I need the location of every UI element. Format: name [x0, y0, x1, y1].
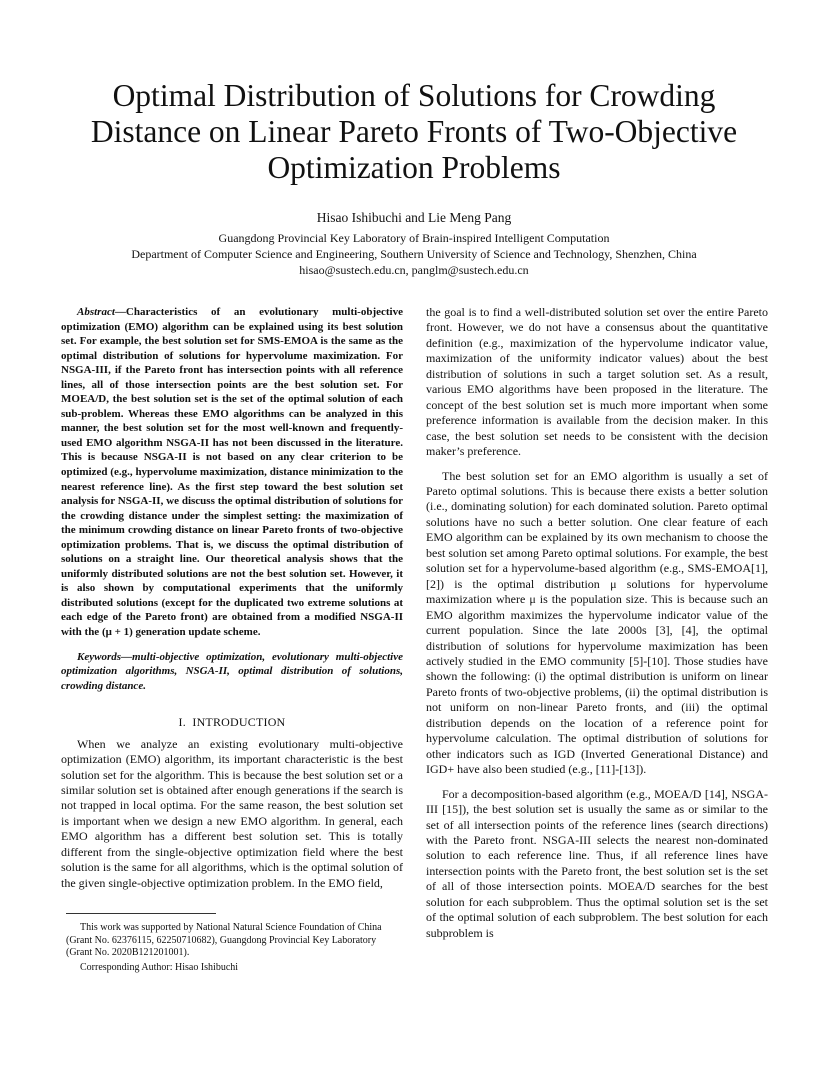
left-column: [61, 305, 403, 891]
keywords: Keywords—multi-objective optimization, evolutionary multi-objective optimization algorithms, NSGA-II, optimal distribution of solutions, crowding distance.: [61, 650, 403, 692]
section-heading-introduction: [61, 715, 403, 730]
intro-paragraph-2: The best solution set for an EMO algorithm is usually a set of Pareto optimal solutions. This is because there exists a better solution (i.e., dominating solution) for each dominated solution. Pareto optimal solutions have no such a better solution. One clear feature of each EMO algorithm can be explained by its own mechanism to choose the best solution set among Pareto optimal solutions. For example, the best solution set for a hypervolume-based algorithm (e.g., SMS-EMOA[1], [2]) is the optimal distribution μ solutions for hypervolume maximization where μ is the population size. This is because such an EMO algorithm maximizes the hypervolume indicator value of the current population. Since the late 2000s [3], [4], the optimal distribution of solutions for hypervolume maximization has been actively studied in the EMO community [5]-[10]. Those studies have shown the following: (i) the optimal distribution is uniform on linear Pareto fronts of two-objective problems, (ii) the optimal distribution is not uniform on non-linear Pareto fronts, and (iii) the optimal distribution depends on the location of a reference point for hypervolume calculation. The optimal distribution of solutions for other indicators such as IGD (Inverted Generational Distance) and IGD+ have also been studied (e.g., [11]-[13]).: [426, 468, 768, 777]
intro-paragraph-1: When we analyze an existing evolutionary multi-objective optimization (EMO) algorithm, its important characteristic is the best solution set for the algorithm. This is because the best solution set or a similar solution set is obtained after enough generations if the search is not trapped in local optima. For the same reason, the best solution set is important when we design a new EMO algorithm. In general, each EMO algorithm has a different best solution set. This is totally different from the single-objective optimization field where the best solution is the same for all algorithms, which is the optimal solution of the given single-objective optimization problem. In the EMO field,: [61, 736, 403, 890]
paper-title: Optimal Distribution of Solutions for Crowding Distance on Linear Pareto Fronts of Two-Objective Optimization Problems: [90, 78, 738, 185]
section-number: I.: [178, 715, 186, 730]
footnotes: [66, 922, 396, 976]
author-list: Hisao Ishibuchi and Lie Meng Pang: [316, 210, 512, 225]
footnote-funding: This work was supported by National Natural Science Foundation of China (Grant No. 62376115, 62250710682), Guangdong Provincial Key Laboratory (Grant No. 2020B121201001).: [66, 922, 382, 959]
section-title-initial: I: [192, 715, 197, 730]
section-title-rest: NTRODUCTION: [196, 715, 286, 730]
author-emails: hisao@sustech.edu.cn, panglm@sustech.edu.cn: [299, 263, 529, 277]
abstract: [61, 305, 403, 640]
affiliation-lab: Guangdong Provincial Key Laboratory of Brain-inspired Intelligent Computation: [218, 231, 610, 245]
footnote-divider: [66, 913, 216, 914]
intro-paragraph-continued: the goal is to find a well-distributed solution set over the entire Pareto front. However, we do not have a consensus about the quantitative definition (e.g., maximization of the hypervolume indicator value, maximization of the uniformity indicator values) about the best distribution of solutions in such a target solution set. As a result, various EMO algorithms have been proposed in the literature. The concept of the best solution set is much more important when some preference information is available from the decision maker. In this case, the best solution set needs to be consistent with the decision maker’s preference.: [426, 305, 768, 459]
abstract-text: —Characteristics of an evolutionary multi-objective optimization (EMO) algorithm can be explained using its best solution set. For example, the best solution set for SMS-EMOA is the same as the optimal distribution of solutions for hypervolume maximization. For NSGA-III, if the Pareto front has intersection points with all reference lines, all of those intersection points are the best solution set. For MOEA/D, the best solution set is the set of the optimal solution of each sub-problem. Whereas these EMO algorithms can be analyzed in this manner, the best solution set for the most well-known and frequently-used EMO algorithm NSGA-II has not been discussed in the literature. This is because NSGA-II is not based on any clear criterion to be optimized (e.g., hypervolume maximization, distance minimization to the nearest reference line). As the first step toward the best solution set analysis for NSGA-II, we discuss the optimal distribution of solutions for the crowding distance under the simplest setting: the maximization of the minimum crowding distance on linear Pareto fronts of two-objective optimization problems. That is, we discuss the optimal distribution of solutions on a straight line. Our theoretical analysis shows that the uniformly distributed solutions are not the best solution set. However, it is also shown by computational experiments that the uniformly distributed solutions (except for the duplicated two extreme solutions at each edge of the Pareto front) are obtained from a modified NSGA-II with the (μ + 1) generation update scheme.: [61, 306, 403, 639]
right-column: [426, 305, 768, 941]
footnote-corresponding-author: Corresponding Author: Hisao Ishibuchi: [80, 961, 239, 973]
affiliation-department: Department of Computer Science and Engineering, Southern University of Science and Technology, Shenzhen, China: [131, 247, 697, 261]
intro-paragraph-3: For a decomposition-based algorithm (e.g., MOEA/D [14], NSGA-III [15]), the best solution set is usually the same as or similar to the set of all intersection points of the reference lines (search directions) with the Pareto front. NSGA-III selects the nearest non-dominated solution to each reference line. Thus, if all reference lines have intersection points with the Pareto front, the best solution set is the set of all of those intersection points. MOEA/D searches for the best solution for each subproblem. Thus the optimal solution set is the set of the optimal solution of each subproblem. The best solution for each subproblem is: [426, 786, 768, 940]
abstract-label: Abstract: [77, 306, 115, 318]
